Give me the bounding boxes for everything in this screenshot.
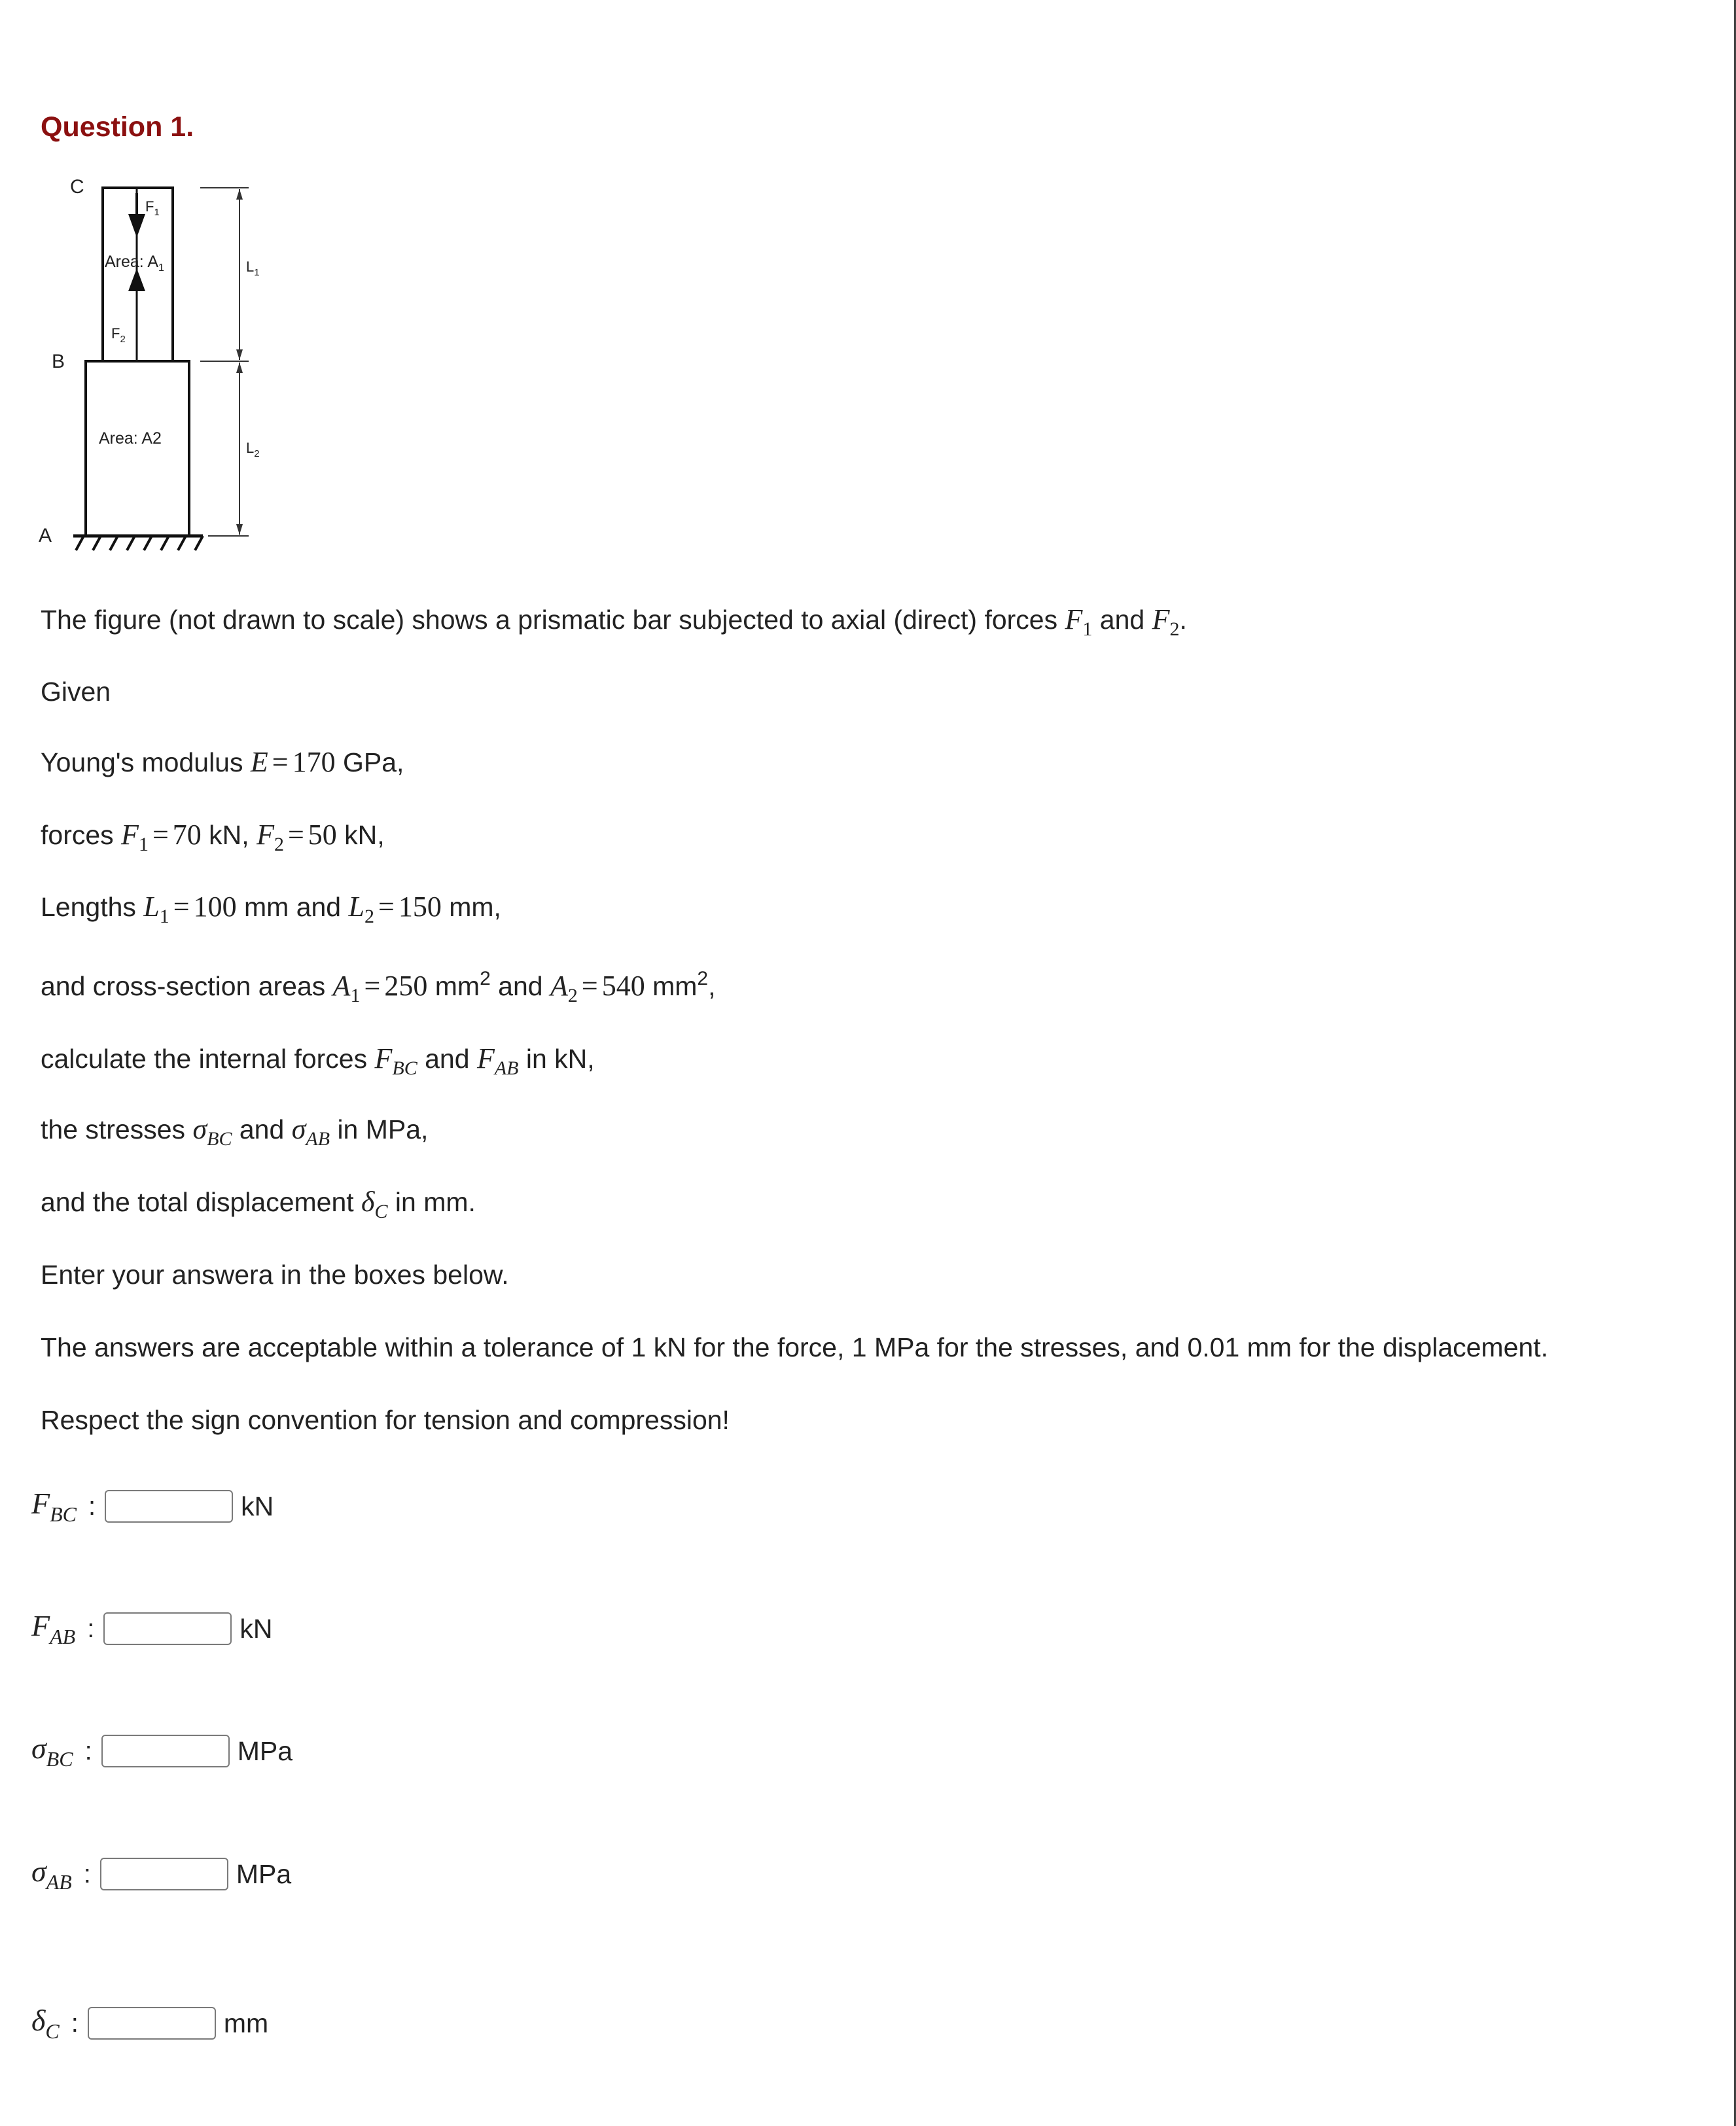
answer-row-delta-c [31,2004,268,2043]
tolerance-text: The answers are acceptable within a tolerance of 1 kN for the force, 1 MPa for the stresses, and 0.01 mm for the displacement. [41,1332,1548,1362]
f2-arrow-head [128,268,145,291]
question-title: Question 1. [41,111,194,143]
answer-label-delta-c: $\delta_C$ [31,2004,60,2043]
f1-arrow-head [128,214,145,238]
youngs-modulus-text: Young's modulus E = 170 GPa, [41,746,404,778]
answer-colon: : [88,1491,96,1521]
bar-segment-ab [86,361,189,536]
answer-unit-fab: kN [239,1613,273,1644]
answer-colon: : [83,1859,91,1888]
label-l2: $L_2$ [246,440,260,459]
calc-forces-text: calculate the internal forces $F_{BC}$ and $F_{AB}$ in kN, [41,1042,595,1079]
label-b: B [52,351,65,372]
label-f1: $F_1$ [145,198,160,218]
sym-f2: $F_2$ [1152,603,1180,640]
dim-arrow-l1-bottom [236,349,243,360]
answer-unit-sigma-bc: MPa [237,1735,293,1766]
prismatic-bar-figure [33,167,281,566]
dim-arrow-l2-bottom [236,524,243,535]
sigma-bc-input[interactable] [101,1735,230,1767]
label-area1: Area: $A_1$ [105,253,164,274]
answer-unit-fbc: kN [241,1491,274,1521]
sigma-ab-input[interactable] [100,1858,228,1890]
answer-colon: : [87,1614,95,1643]
sym-f1: $F_1$ [1065,603,1093,640]
label-area2: Area: A2 [99,429,162,448]
label-c: C [70,176,84,198]
enter-instructions: Enter your answera in the boxes below. [41,1260,509,1290]
answer-colon: : [71,2008,79,2038]
answer-unit-delta-c: mm [223,2008,269,2038]
given-text: Given [41,677,111,707]
sign-convention-text: Respect the sign convention for tension and compression! [41,1405,730,1435]
label-a: A [39,525,52,546]
answer-label-sigma-ab: $\sigma_{AB}$ [31,1854,72,1894]
ground-hatch [76,536,203,550]
answer-row-sigma-ab [31,1854,291,1894]
answer-row-sigma-bc [31,1731,292,1771]
answer-row-fbc [31,1487,274,1526]
stresses-text: the stresses $\sigma_{BC}$ and $\sigma_{AB}$ in MPa, [41,1113,429,1150]
dim-arrow-l2-top [236,363,243,373]
intro-pre: The figure (not drawn to scale) shows a prismatic bar subjected to axial (direct) forces [41,605,1065,635]
answer-colon: : [84,1736,92,1765]
intro-and: and [1092,605,1152,635]
label-l1: $L_1$ [246,258,260,278]
forces-text: forces $F_1 = 70$ kN, $F_2 = 50$ kN, [41,819,385,855]
answer-label-fbc: $F_{BC}$ [31,1487,77,1526]
intro-text [41,603,1187,647]
answer-row-fab [31,1609,272,1648]
dim-arrow-l1-top [236,189,243,200]
intro-end: . [1179,605,1187,635]
fbc-input[interactable] [105,1490,233,1523]
displacement-text: and the total displacement $\delta_C$ in mm. [41,1186,476,1222]
label-f2: $F_2$ [111,325,126,345]
answer-label-sigma-bc: $\sigma_{BC}$ [31,1731,73,1771]
answer-unit-sigma-ab: MPa [236,1858,292,1889]
delta-c-input[interactable] [88,2007,216,2040]
fab-input[interactable] [103,1612,232,1645]
areas-text: and cross-section areas $A_1 = 250$ $mm^2$ and $A_2 = 540$ $mm^2$, [41,968,716,1006]
lengths-text: Lengths $L_1 = 100$ mm and $L_2 = 150$ mm, [41,891,501,927]
answer-label-fab: $F_{AB}$ [31,1609,76,1648]
